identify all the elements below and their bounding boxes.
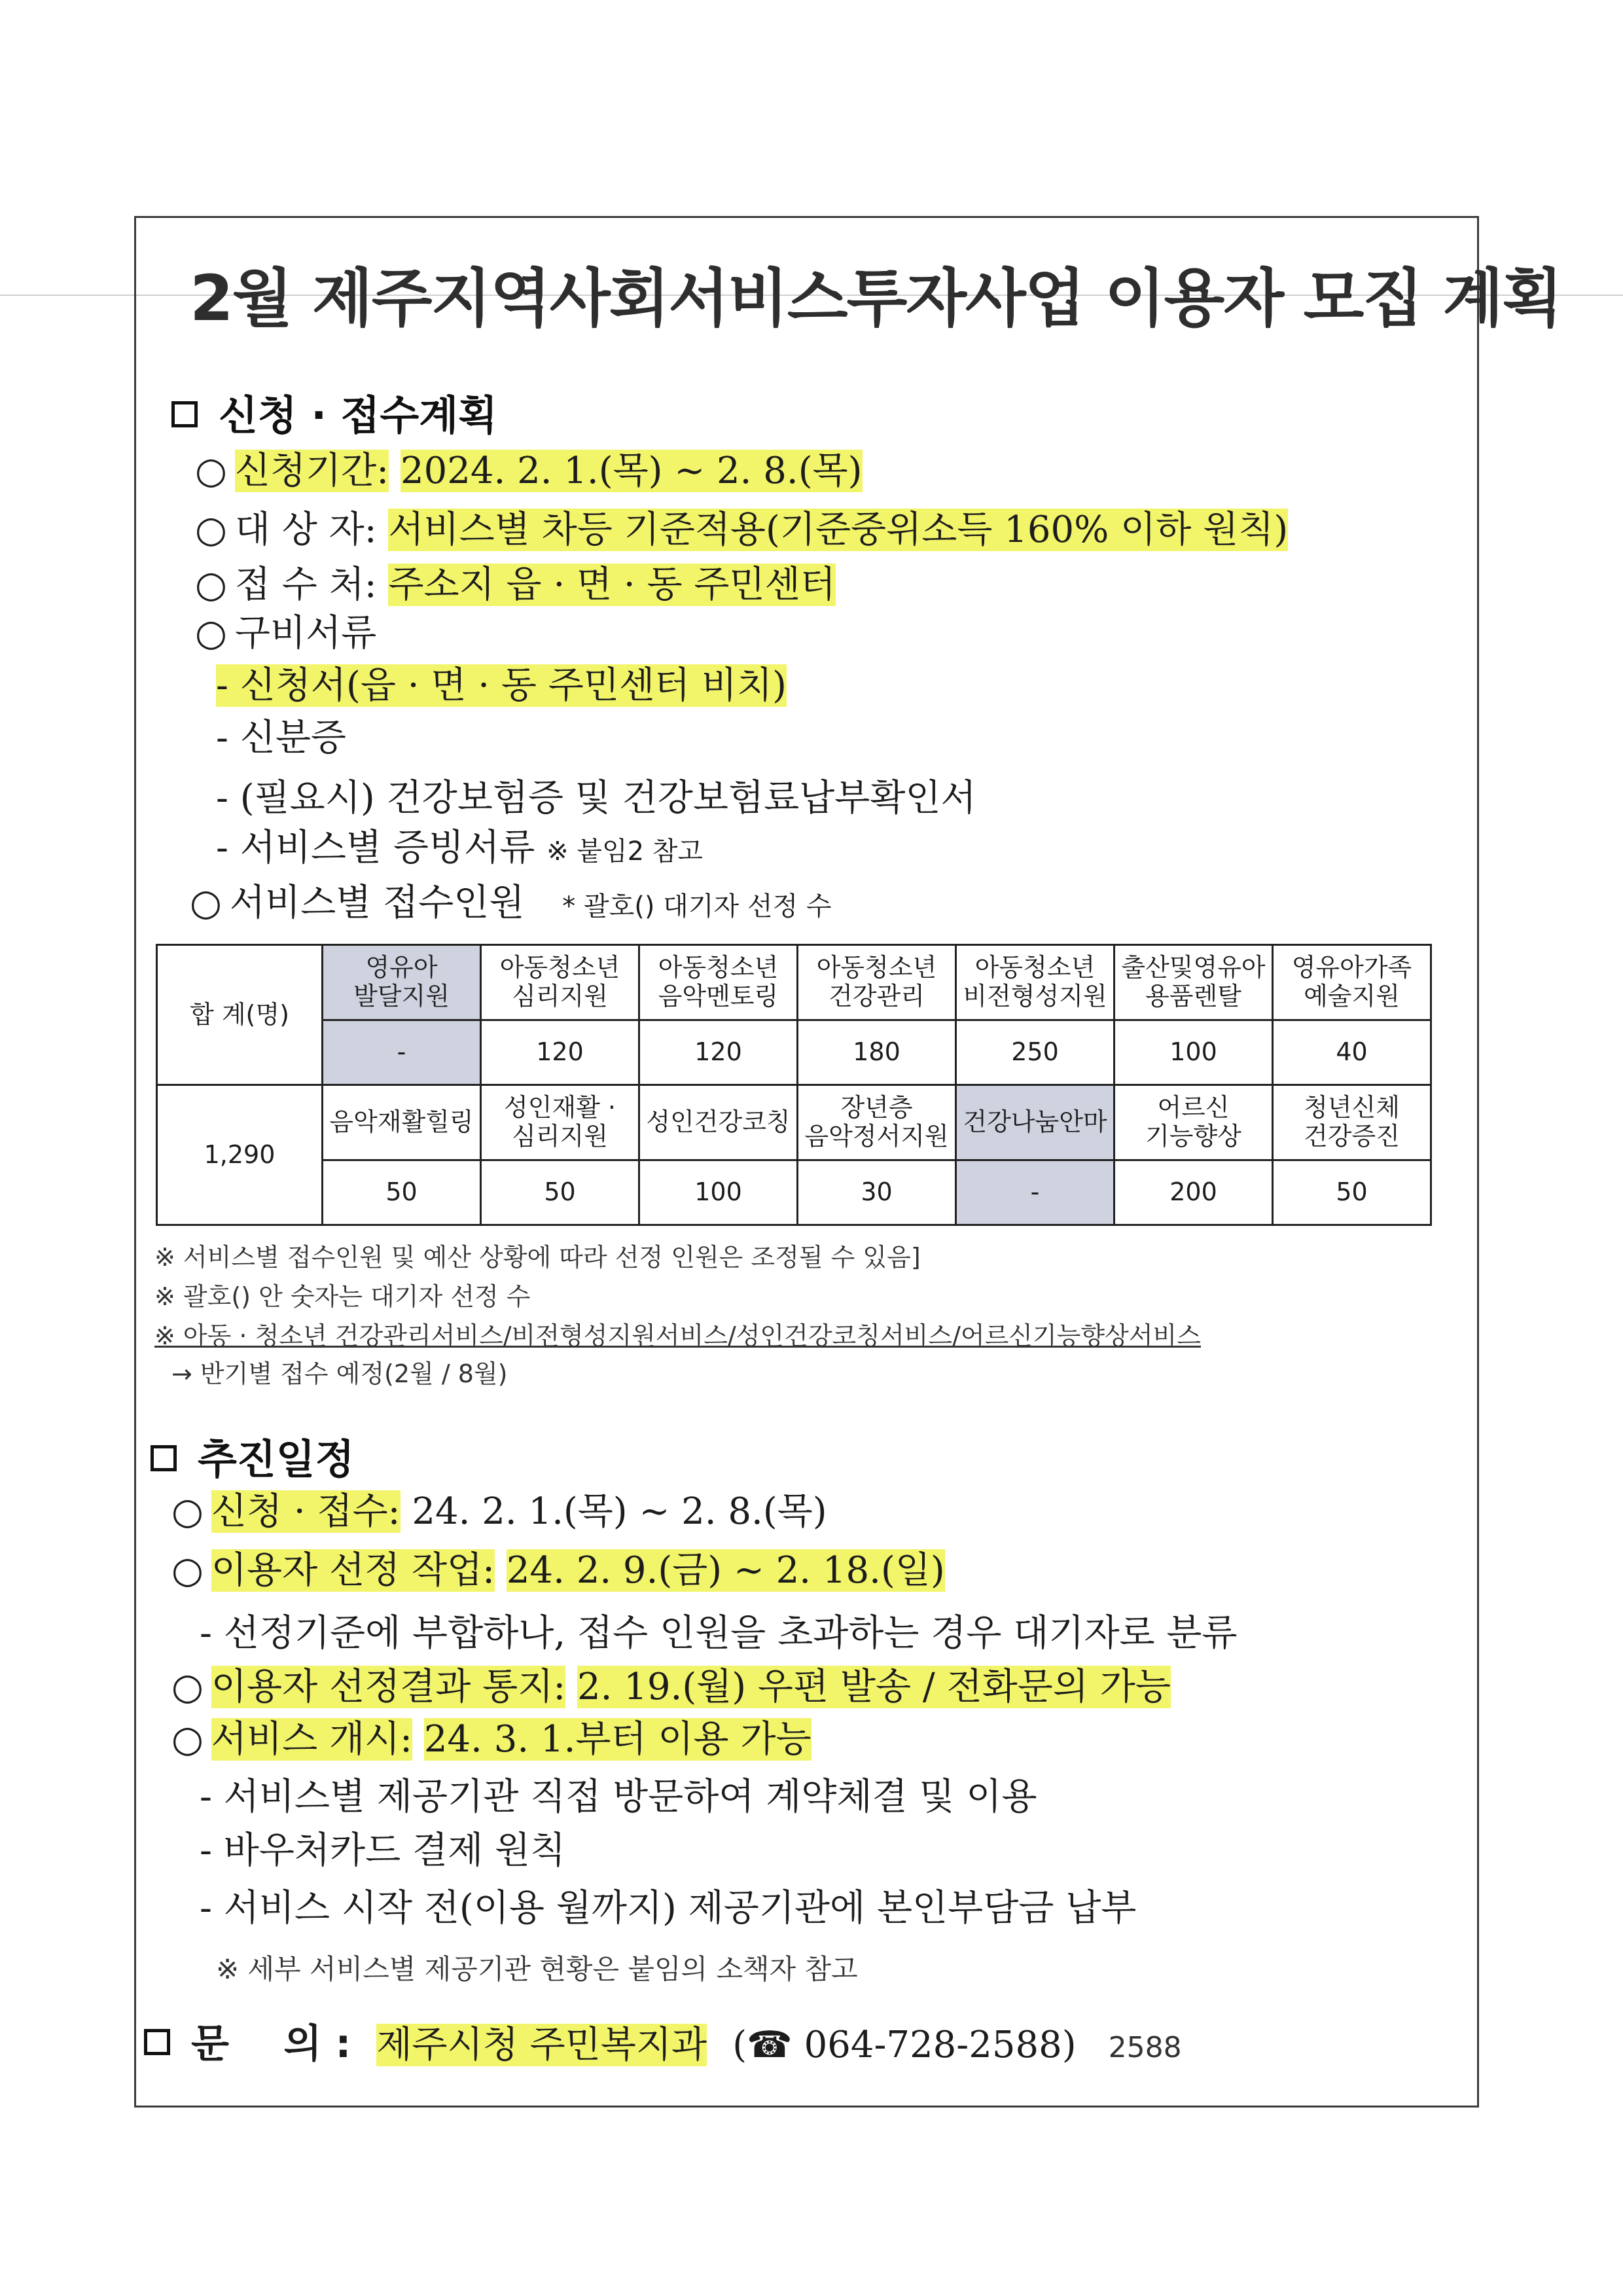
target-value: 서비스별 차등 기준적용(기준중위소득 160% 이하 원칙) [388, 509, 1289, 551]
note-line: ※ 서비스별 접수인원 및 예산 상황에 따라 선정 인원은 조정될 수 있음] [154, 1243, 921, 1272]
table-sum-label: 합 계(명) [157, 945, 323, 1085]
schedule-application-line: ○ 신청 · 접수: 24. 2. 1.(목) ~ 2. 8.(목) [171, 1490, 827, 1533]
table-header-cell: 아동청소년 심리지원 [481, 945, 639, 1020]
circle-bullet-icon: ○ [171, 1666, 204, 1708]
table-row [157, 1020, 1431, 1085]
table-value-cell: 40 [1273, 1020, 1431, 1085]
application-period-label: 신청기간: [234, 450, 389, 492]
schedule-notice-line: ○ 이용자 선정결과 통지: 2. 19.(월) 우편 발송 / 전화문의 가능 [171, 1666, 1171, 1708]
contact-office: 제주시청 주민복지과 [376, 2024, 707, 2066]
table-header-cell: 청년신체 건강증진 [1273, 1085, 1431, 1160]
section2-heading-text: 추진일정 [198, 1435, 355, 1483]
schedule-start-note: ※ 세부 서비스별 제공기관 현황은 붙임의 소책자 참고 [216, 1953, 858, 1985]
documents-label: 구비서류 [234, 612, 377, 655]
schedule-start-sub: - 서비스별 제공기관 직접 방문하여 계약체결 및 이용 [200, 1776, 1037, 1818]
table-header-cell: 어르신 기능향상 [1115, 1085, 1273, 1160]
handwritten-note: 2588 [1108, 2031, 1182, 2064]
section1-heading-text: 신청 · 접수계획 [219, 391, 498, 439]
contact-phone: (☎ 064-728-2588) [732, 2024, 1077, 2066]
application-period-value: 2024. 2. 1.(목) ~ 2. 8.(목) [400, 450, 863, 492]
table-row [157, 1160, 1431, 1225]
note-line: ※ 괄호() 안 숫자는 대기자 선정 수 [154, 1282, 531, 1311]
table-value-cell: 100 [1115, 1020, 1273, 1085]
table-value-cell: 50 [323, 1160, 481, 1225]
table-value-cell: - [956, 1160, 1115, 1225]
section-heading-schedule [151, 1427, 355, 1485]
table-header-cell: 성인건강코칭 [639, 1085, 798, 1160]
reception-line [195, 564, 836, 606]
documents-note: ※ 붙임2 참고 [546, 836, 704, 867]
circle-bullet-icon: ○ [171, 1490, 204, 1533]
table-header-cell: 아동청소년 비전형성지원 [956, 945, 1115, 1020]
document-item: - 신청서(읍 · 면 · 동 주민센터 비치) [216, 664, 787, 707]
page-title: 2월 제주지역사회서비스투자사업 이용자 모집 계획 [190, 262, 1561, 335]
circle-bullet-icon: ○ [190, 882, 222, 924]
target-label: 대 상 자: [234, 509, 377, 551]
intake-table [156, 944, 1432, 1226]
table-value-cell: 50 [1273, 1160, 1431, 1225]
schedule-selection-sub: - 선정기준에 부합하나, 접수 인원을 초과하는 경우 대기자로 분류 [200, 1612, 1238, 1655]
table-header-cell: 성인재활 · 심리지원 [481, 1085, 639, 1160]
table-header-cell: 음악재활힐링 [323, 1085, 481, 1160]
table-sum-value: 1,290 [157, 1085, 323, 1225]
checkbox-square-icon [151, 1445, 177, 1471]
table-value-cell: 180 [798, 1020, 956, 1085]
table-header-cell: 출산및영유아 용품렌탈 [1115, 945, 1273, 1020]
contact-label: 문 의 : [191, 2021, 351, 2067]
table-header-cell: 아동청소년 음악멘토링 [639, 945, 798, 1020]
document-item: - 서비스별 증빙서류 ※ 붙임2 참고 [216, 827, 704, 869]
note-line: → 반기별 접수 예정(2월 / 8월) [171, 1359, 508, 1388]
table-value-cell: 50 [481, 1160, 639, 1225]
documents-line [195, 612, 377, 655]
circle-bullet-icon: ○ [195, 564, 227, 606]
application-period-line [195, 450, 863, 492]
schedule-start-line: ○ 서비스 개시: 24. 3. 1.부터 이용 가능 [171, 1718, 812, 1761]
circle-bullet-icon: ○ [195, 509, 227, 551]
table-header-cell: 영유아 발달지원 [323, 945, 481, 1020]
table-row [157, 1085, 1431, 1160]
table-value-cell: 200 [1115, 1160, 1273, 1225]
intake-note: * 괄호() 대기자 선정 수 [562, 891, 832, 922]
circle-bullet-icon: ○ [171, 1549, 204, 1592]
table-header-cell: 아동청소년 건강관리 [798, 945, 956, 1020]
table-value-cell: 30 [798, 1160, 956, 1225]
table-row [157, 945, 1431, 1020]
intake-label: 서비스별 접수인원 [229, 882, 525, 924]
table-header-cell: 영유아가족 예술지원 [1273, 945, 1431, 1020]
schedule-start-sub: - 바우처카드 결제 원칙 [200, 1829, 566, 1872]
schedule-start-sub: - 서비스 시작 전(이용 월까지) 제공기관에 본인부담금 납부 [200, 1887, 1137, 1929]
schedule-selection-line: ○ 이용자 선정 작업: 24. 2. 9.(금) ~ 2. 18.(일) [171, 1549, 945, 1592]
intake-line [190, 882, 832, 924]
circle-bullet-icon: ○ [195, 450, 227, 492]
table-value-cell: 100 [639, 1160, 798, 1225]
reception-label: 접 수 처: [234, 564, 377, 606]
table-header-cell: 장년층 음악정서지원 [798, 1085, 956, 1160]
table-value-cell: 250 [956, 1020, 1115, 1085]
table-value-cell: - [323, 1020, 481, 1085]
table-value-cell: 120 [481, 1020, 639, 1085]
table-value-cell: 120 [639, 1020, 798, 1085]
note-line: ※ 아동 · 청소년 건강관리서비스/비전형성지원서비스/성인건강코칭서비스/어르신기능향상서비스 [154, 1321, 1201, 1350]
checkbox-square-icon [144, 2029, 170, 2055]
document-item: - (필요시) 건강보험증 및 건강보험료납부확인서 [216, 777, 976, 819]
reception-value: 주소지 읍 · 면 · 동 주민센터 [388, 564, 836, 606]
table-header-cell: 건강나눔안마 [956, 1085, 1115, 1160]
contact-line [144, 2013, 1182, 2069]
section-heading-application [171, 383, 497, 441]
document-item: - 신분증 [216, 717, 347, 759]
circle-bullet-icon: ○ [195, 612, 227, 655]
checkbox-square-icon [171, 401, 198, 427]
target-line [195, 509, 1289, 551]
circle-bullet-icon: ○ [171, 1718, 204, 1761]
